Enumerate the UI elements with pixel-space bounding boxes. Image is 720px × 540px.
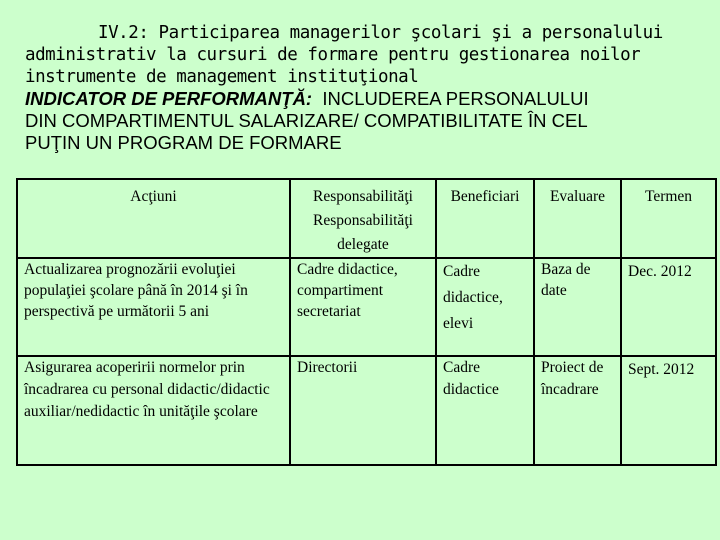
indicator-line: [25, 88, 715, 110]
cell-responsabilitati: Directorii: [290, 356, 436, 465]
cell-termen: Dec. 2012: [621, 258, 716, 356]
header-responsabilitati: [290, 179, 436, 258]
cell-beneficiari: Cadre didactice, elevi: [436, 258, 534, 356]
indicator-line-3: PUŢIN UN PROGRAM DE FORMARE: [25, 132, 342, 153]
indicator-text: INCLUDEREA PERSONALULUI: [322, 88, 589, 109]
slide-header: [25, 22, 715, 154]
cell-responsabilitati: Cadre didactice, compartiment secretariat: [290, 258, 436, 356]
cell-beneficiari: Cadre didactice: [436, 356, 534, 465]
action-plan-table: [16, 178, 717, 466]
cell-evaluare: Baza de date: [534, 258, 621, 356]
header-termen: Termen: [621, 179, 716, 258]
indicator-label: INDICATOR DE PERFORMANŢĂ:: [25, 88, 313, 109]
indicator-line-2: DIN COMPARTIMENTUL SALARIZARE/ COMPATIBILITATE ÎN CEL: [25, 110, 588, 131]
cell-actiune: Asigurarea acoperirii normelor prin încadrarea cu personal didactic/didactic auxiliar/nedidactic în unităţile şcolare: [17, 356, 290, 465]
header-line-3: instrumente de management instituţional: [25, 67, 419, 87]
table-header-row: [17, 179, 716, 258]
table-row: [17, 258, 716, 356]
table-row: [17, 356, 716, 465]
cell-termen: Sept. 2012: [621, 356, 716, 465]
header-actiuni: Acţiuni: [17, 179, 290, 258]
cell-actiune: Actualizarea prognozării evoluţiei populaţiei şcolare până în 2014 şi în perspectivă pe următorii 5 ani: [17, 258, 290, 356]
header-beneficiari: Beneficiari: [436, 179, 534, 258]
header-line-2: administrativ la cursuri de formare pentru gestionarea noilor: [25, 45, 641, 65]
header-responsabilitati-delegate: Responsabilităţi delegate: [313, 212, 413, 253]
cell-evaluare: Proiect de încadrare: [534, 356, 621, 465]
header-evaluare: Evaluare: [534, 179, 621, 258]
header-responsabilitati-label: Responsabilităţi: [313, 188, 413, 205]
header-line-1: IV.2: Participarea managerilor şcolari şi a personalului: [98, 23, 663, 43]
